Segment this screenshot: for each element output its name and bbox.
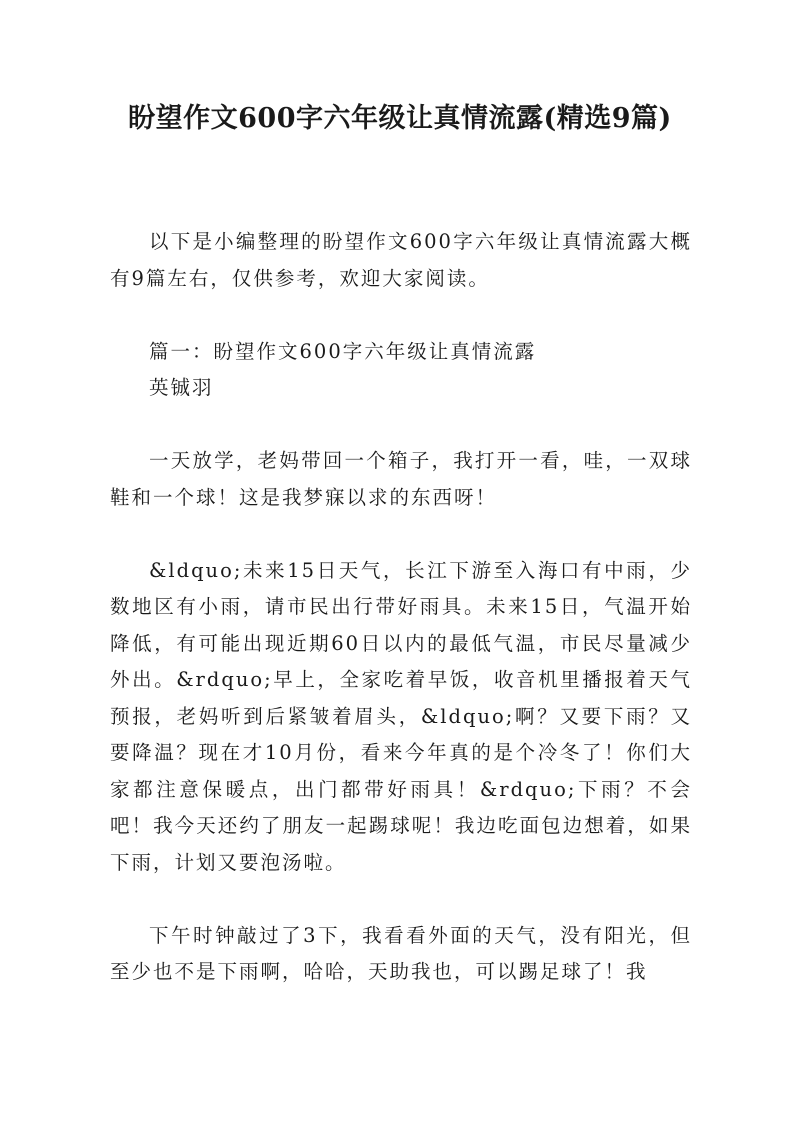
document-title: 盼望作文600字六年级让真情流露(精选9篇) (128, 103, 672, 134)
author-name: 英铖羽 (149, 376, 214, 399)
spacer (110, 297, 692, 334)
section-heading: 篇一：盼望作文600字六年级让真情流露 (149, 339, 537, 363)
intro-paragraph: 以下是小编整理的盼望作文600字六年级让真情流露大概有9篇左右，仅供参考，欢迎大家阅读。 (110, 230, 692, 290)
body-paragraph: 一天放学，老妈带回一个箱子，我打开一看，哇，一双球鞋和一个球！这是我梦寐以求的东西呀！ (110, 449, 692, 509)
body-paragraph: &ldquo;未来15日天气，长江下游至入海口有中雨，少数地区有小雨，请市民出行带好雨具。未来15日，气温开始降低，有可能出现近期60日以内的最低气温，市民尽量减少外出。&rdquo;早上，全家吃着早饭，收音机里播报着天气预报，老妈听到后紧皱着眉头，&ldquo;啊？又要下雨？又要降温？现在才10月份，看来今年真的是个冷冬了！你们大家都注意保暖点，出门都带好雨具！&rdquo;下雨？不会吧！我今天还约了朋友一起踢球呢！我边吃面包边想着，如果下雨，计划又要泡汤啦。 (110, 558, 692, 874)
document-body (110, 224, 692, 991)
body-paragraph: 下午时钟敲过了3下，我看看外面的天气，没有阳光，但至少也不是下雨啊，哈哈，天助我也，可以踢足球了！我 (110, 923, 692, 983)
